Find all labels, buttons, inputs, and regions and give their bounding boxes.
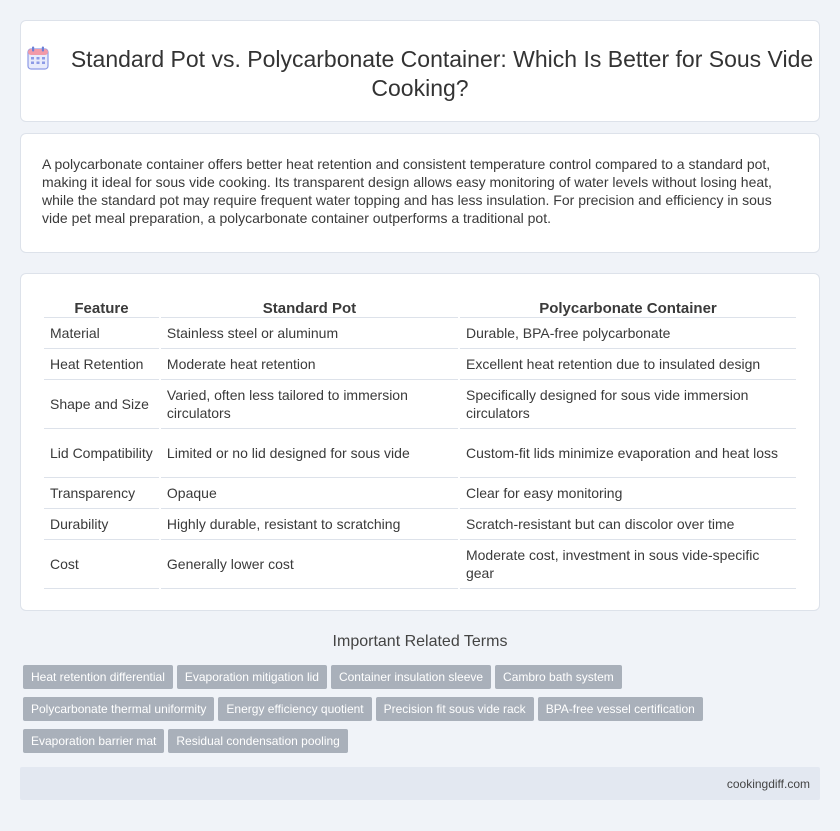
feature-cell: Durability [44, 509, 159, 540]
page-title-wrap [21, 45, 819, 103]
standard-pot-cell: Generally lower cost [161, 540, 458, 589]
table-row [44, 429, 796, 478]
calendar-icon [27, 46, 49, 70]
footer [20, 767, 820, 800]
tag-row [23, 665, 813, 697]
standard-pot-cell: Varied, often less tailored to immersion circulators [161, 380, 458, 429]
title-card [20, 20, 820, 122]
feature-cell: Heat Retention [44, 349, 159, 380]
standard-pot-cell: Opaque [161, 478, 458, 509]
related-term-tag[interactable]: Evaporation barrier mat [23, 729, 164, 753]
polycarbonate-cell: Specifically designed for sous vide immersion circulators [460, 380, 796, 429]
standard-pot-cell: Limited or no lid designed for sous vide [161, 429, 458, 478]
polycarbonate-cell: Excellent heat retention due to insulated design [460, 349, 796, 380]
related-term-tag[interactable]: Cambro bath system [495, 665, 622, 689]
related-term-tag[interactable]: Heat retention differential [23, 665, 173, 689]
standard-pot-cell: Stainless steel or aluminum [161, 318, 458, 349]
table-row [44, 349, 796, 380]
related-term-tag[interactable]: Evaporation mitigation lid [177, 665, 327, 689]
polycarbonate-cell: Durable, BPA-free polycarbonate [460, 318, 796, 349]
summary-card [20, 133, 820, 253]
related-term-tag[interactable]: Container insulation sleeve [331, 665, 491, 689]
header-polycarbonate: Polycarbonate Container [460, 296, 796, 318]
standard-pot-cell: Highly durable, resistant to scratching [161, 509, 458, 540]
table-row [44, 509, 796, 540]
related-term-tag[interactable]: Residual condensation pooling [168, 729, 347, 753]
footer-site-link[interactable]: cookingdiff.com [726, 777, 810, 791]
comparison-table [42, 296, 798, 589]
table-row [44, 478, 796, 509]
related-term-tag[interactable]: Precision fit sous vide rack [376, 697, 534, 721]
tag-row [23, 729, 813, 761]
related-term-tag[interactable]: Energy efficiency quotient [218, 697, 371, 721]
feature-cell: Cost [44, 540, 159, 589]
table-row [44, 318, 796, 349]
polycarbonate-cell: Scratch-resistant but can discolor over time [460, 509, 796, 540]
summary-text: A polycarbonate container offers better heat retention and consistent temperature control compared to a standard pot, making it ideal for sous vide cooking. Its transparent design allows easy monitoring of water levels without losing heat, while the standard pot may require frequent water topping and has less insulation. For precision and efficiency in sous vide pet meal preparation, a polycarbonate container outperforms a traditional pot. [42, 156, 772, 226]
table-row [44, 540, 796, 589]
table-header-row [44, 296, 796, 318]
polycarbonate-cell: Custom-fit lids minimize evaporation and heat loss [460, 429, 796, 478]
tag-row [23, 697, 813, 729]
header-feature: Feature [44, 296, 159, 318]
related-term-tag[interactable]: BPA-free vessel certification [538, 697, 703, 721]
standard-pot-cell: Moderate heat retention [161, 349, 458, 380]
related-terms-title: Important Related Terms [332, 633, 508, 650]
page-title: Standard Pot vs. Polycarbonate Container: Which Is Better for Sous Vide Cooking? [70, 46, 814, 101]
polycarbonate-cell: Moderate cost, investment in sous vide-specific gear [460, 540, 796, 589]
table-card [20, 273, 820, 611]
feature-cell: Lid Compatibility [44, 429, 159, 478]
feature-cell: Transparency [44, 478, 159, 509]
header-standard-pot: Standard Pot [161, 296, 458, 318]
table-row [44, 380, 796, 429]
related-terms-tags [23, 665, 813, 761]
related-term-tag[interactable]: Polycarbonate thermal uniformity [23, 697, 214, 721]
feature-cell: Material [44, 318, 159, 349]
polycarbonate-cell: Clear for easy monitoring [460, 478, 796, 509]
feature-cell: Shape and Size [44, 380, 159, 429]
